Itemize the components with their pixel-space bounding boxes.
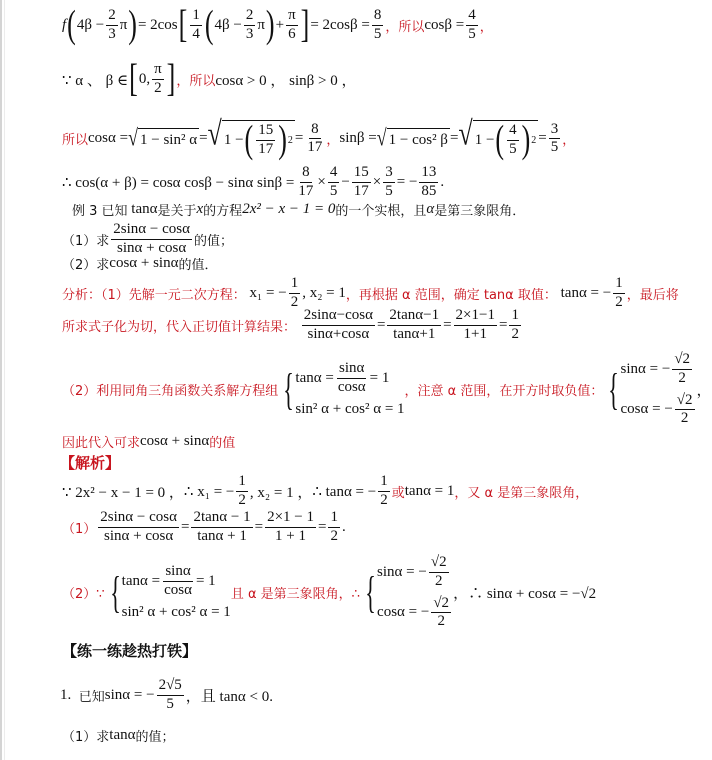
numerator: 8	[309, 122, 321, 140]
text: 1 −	[474, 131, 495, 148]
tail: ，且 tanα < 0.	[185, 688, 273, 705]
text: sinα = −	[620, 360, 671, 377]
equation-line-1	[62, 2, 493, 47]
equation-line-3	[62, 114, 576, 162]
denominator: 2	[680, 410, 689, 427]
system-row: sin² α + cos² α = 1	[121, 604, 231, 621]
therefore: ∴ x₁ = −	[183, 483, 235, 500]
practice-heading	[62, 640, 197, 661]
solution-heading	[60, 452, 120, 473]
denominator: 17	[298, 182, 314, 199]
therefore: ∴ tanα = −	[312, 483, 377, 500]
equation: 2x² − x − 1 = 0	[242, 201, 336, 217]
x2: , x₂ = 1	[302, 284, 346, 301]
fraction	[265, 510, 316, 545]
paren-open: (	[204, 2, 214, 47]
analysis-line-4	[62, 432, 235, 451]
fraction	[429, 555, 449, 590]
text: 的一个实根，且	[335, 204, 427, 219]
denominator: 2	[380, 491, 388, 508]
denominator: 5	[550, 139, 559, 156]
question-label: （1）求	[62, 233, 110, 249]
denominator: tanα + 1	[197, 527, 247, 544]
denominator: 6	[288, 25, 296, 42]
bracket-open: [	[178, 2, 188, 47]
sin-beta: sinβ =	[339, 130, 377, 147]
because: ∵ 2x² − x − 1 = 0 ，	[62, 484, 184, 501]
brace-icon: {	[608, 364, 620, 414]
tail: ，	[479, 19, 493, 35]
fraction	[454, 308, 497, 343]
numerator: 2	[106, 8, 118, 26]
fraction-half	[236, 474, 248, 509]
numerator: 2tanα − 1	[191, 510, 252, 528]
cos-beta: cosβ =	[424, 16, 465, 33]
var-alpha: α	[426, 201, 435, 217]
practice-question-1-part-1	[62, 726, 174, 745]
question-1	[62, 222, 233, 257]
x2: , x₂ = 1 ，	[249, 484, 313, 501]
fraction-3-5	[549, 122, 561, 157]
result: cosα > 0 ， sinβ > 0 ，	[215, 72, 357, 89]
page-left-border	[0, 0, 2, 760]
eq: = −	[396, 173, 418, 190]
numerator: 2	[244, 8, 256, 26]
fraction-4-5	[507, 123, 519, 158]
sqrt	[128, 125, 199, 152]
analysis-line-3	[62, 352, 712, 427]
equation-system	[122, 564, 231, 622]
numerator: 2×1 − 1	[265, 510, 316, 528]
question-label: （1）求	[62, 730, 110, 745]
cos-alpha: cosα =	[88, 130, 129, 147]
system-row	[621, 393, 697, 428]
numerator: 2tanα−1	[387, 308, 441, 326]
brace-icon: {	[109, 567, 121, 617]
interval-start: 0,	[138, 70, 151, 87]
numerator: 1	[509, 308, 521, 326]
denominator: sinα + cosα	[104, 527, 174, 544]
denominator: 5	[509, 140, 517, 157]
denominator: 1 + 1	[275, 527, 306, 544]
numerator: 2√5	[157, 678, 184, 696]
tail: 的值	[209, 436, 236, 451]
system-row	[621, 352, 697, 387]
expr: cosα + sinα	[140, 433, 210, 449]
example-prefix: 例 3 已知	[72, 204, 128, 219]
text: cosα = −	[620, 401, 673, 418]
equation-line-4	[62, 165, 444, 200]
fraction	[328, 165, 340, 200]
text: 的方程	[203, 204, 243, 219]
numerator: 1	[328, 510, 340, 528]
fraction	[431, 596, 451, 631]
radicand: 1 − sin² α	[138, 128, 199, 149]
tail: 的值；	[193, 233, 233, 249]
system-row	[295, 361, 404, 396]
fraction-8-17	[305, 122, 324, 157]
fraction	[98, 510, 179, 545]
fraction-4-5	[466, 8, 478, 43]
bracket-close: ]	[166, 56, 176, 101]
question-2	[62, 254, 217, 273]
label: （2）∵	[62, 587, 105, 602]
bracket-close: ]	[300, 2, 310, 47]
fraction-15-17	[256, 123, 275, 158]
equation-system	[295, 361, 404, 419]
denominator: 5	[385, 182, 393, 199]
question-number: 1.	[60, 686, 72, 703]
fraction-pi-6	[286, 8, 298, 43]
denominator: 2	[434, 572, 443, 589]
text: sinα = −	[377, 563, 427, 580]
arg: 4β −	[214, 16, 242, 33]
system-row	[122, 564, 231, 599]
numerator: √2	[675, 393, 695, 411]
numerator: 8	[300, 165, 312, 183]
tail: ，又 α 是第三象限角，	[454, 485, 589, 501]
paren-close: )	[278, 117, 287, 162]
fraction	[509, 308, 521, 343]
fraction	[387, 308, 441, 343]
fraction	[675, 393, 695, 428]
denominator: 2	[290, 293, 299, 310]
eq: =	[199, 130, 208, 147]
numerator: 2sinα − cosα	[98, 510, 179, 528]
denominator: 17	[258, 140, 274, 157]
radical-icon: √	[458, 114, 473, 153]
pi: π	[119, 16, 128, 33]
brace-icon: {	[283, 364, 295, 414]
radicand	[473, 117, 539, 162]
denominator: cosα	[164, 581, 192, 598]
denominator: 5	[329, 182, 338, 199]
numerator: sinα	[337, 361, 366, 379]
radicand: 1 − cos² β	[387, 128, 450, 149]
sin: sinα = −	[104, 686, 155, 703]
eq: =	[538, 130, 547, 147]
exponent: 2	[531, 134, 537, 146]
question-label: （2）求	[62, 258, 110, 273]
times: ×	[317, 173, 326, 190]
brace-icon: {	[365, 567, 376, 617]
numerator: π	[286, 8, 298, 26]
text: ，注意 α 范围，在开方时取负值：	[404, 384, 604, 399]
tail: 的值；	[135, 730, 175, 745]
fraction	[157, 678, 184, 713]
analysis-label: 所求式子化为切，代入正切值计算结果：	[62, 319, 297, 335]
solution-line-2: （1） $\frac{2\sin\alpha - \cos\alpha}{\sin\alpha + \cos\alpha}$ = $\frac{2\tan\alpha - 1}{\tan\alpha + 1}$ = $\frac{2\times 1 - 1}{1 + 1}$ = $\frac{1}{2}$ .	[62, 509, 346, 544]
numerator: π	[152, 62, 164, 80]
sqrt	[458, 114, 538, 162]
tan-alpha: tanα	[131, 201, 158, 217]
practice-question-1	[60, 678, 273, 713]
denominator: 5	[468, 25, 476, 42]
numerator: √2	[431, 596, 451, 614]
text: cosα = −	[377, 604, 430, 621]
solution-heading-text: 【解析】	[60, 454, 121, 472]
fraction	[336, 361, 368, 396]
analysis-label: 因此代入可求	[62, 436, 141, 451]
numerator: 2sinα − cosα	[111, 222, 192, 240]
denominator: 85	[421, 182, 437, 199]
separator: ，	[326, 133, 340, 149]
numerator: 4	[507, 123, 519, 141]
sqrt	[207, 114, 295, 162]
result-system	[621, 352, 697, 427]
radical-icon: √	[376, 125, 387, 152]
or: 或	[391, 485, 405, 501]
numerator: 4	[466, 8, 478, 26]
denominator: sinα + cosα	[117, 239, 187, 256]
tail: ，∴ sinα + cosα = −√2	[453, 586, 597, 602]
numerator: 13	[419, 165, 438, 183]
numerator: 1	[236, 474, 248, 492]
label: （1）	[62, 521, 97, 537]
text: ，再根据 α 范围，确定 tanα 取值：	[345, 287, 557, 303]
tan: tanα = −	[560, 284, 612, 301]
numerator: 15	[256, 123, 275, 141]
eq: =	[294, 130, 304, 147]
numerator: √2	[429, 555, 449, 573]
tail: .	[341, 518, 346, 535]
denominator: 2	[678, 369, 686, 386]
tail: ，	[562, 133, 576, 149]
eq: =	[449, 130, 459, 147]
numerator: 1	[289, 276, 301, 294]
text: 是第三象限角．	[434, 204, 526, 219]
conclusion-label: ，所以	[385, 19, 425, 35]
numerator: √2	[672, 352, 692, 370]
expr: tanα	[109, 727, 136, 743]
numerator: sinα	[163, 564, 192, 582]
minus: −	[341, 173, 350, 190]
system-row: sin² α + cos² α = 1	[295, 401, 405, 418]
fraction-pi-2	[152, 62, 164, 97]
denominator: 2	[154, 79, 162, 96]
bracket-open: [	[129, 56, 138, 101]
numerator: 2×1−1	[454, 308, 497, 326]
page-left-border-inner	[4, 0, 5, 760]
arg: 4β −	[76, 16, 105, 33]
numerator: 4	[328, 165, 340, 183]
analysis-label: 分析：（1）先解一元二次方程：	[62, 287, 246, 303]
eq: = 2cosβ =	[310, 16, 370, 33]
tail: 的值．	[178, 258, 218, 273]
text: tanα =	[295, 369, 334, 386]
denominator: 5	[166, 695, 174, 712]
numerator: 3	[549, 122, 561, 140]
pi: π	[257, 16, 265, 33]
numerator: 2sinα−cosα	[302, 308, 375, 326]
sqrt	[376, 125, 450, 152]
fraction	[383, 165, 395, 200]
radical-icon: √	[207, 114, 222, 153]
text: tanα =	[121, 572, 161, 589]
expr: cosα + sinα	[109, 255, 179, 271]
equation-line-2	[62, 56, 357, 101]
text: = 1	[195, 572, 216, 589]
fraction	[419, 165, 438, 200]
denominator: 3	[108, 25, 116, 42]
denominator: cosα	[337, 378, 366, 395]
fraction	[672, 352, 692, 387]
denominator: 17	[307, 139, 323, 156]
solution-line-3	[62, 555, 596, 630]
system-row	[377, 596, 453, 631]
denominator: tanα+1	[393, 325, 436, 342]
fraction-8-5	[372, 8, 384, 43]
fraction	[111, 222, 192, 257]
fraction	[162, 564, 194, 599]
fraction-2-3	[106, 8, 118, 43]
radical-icon: √	[128, 125, 138, 152]
denominator: 2	[437, 613, 445, 630]
paren-close: )	[128, 2, 137, 47]
times: ×	[372, 173, 382, 190]
fraction-half	[613, 276, 625, 311]
fraction-1-4	[190, 8, 202, 43]
x1: x₁ = −	[249, 284, 287, 301]
numerator: 1	[613, 276, 625, 294]
denominator: 2	[330, 527, 338, 544]
text: 1 −	[223, 131, 244, 148]
numerator: 15	[352, 165, 371, 183]
text: 是关于	[157, 204, 197, 219]
plus: +	[275, 16, 285, 33]
analysis-label: （2）利用同角三角函数关系解方程组	[62, 384, 279, 399]
denominator: 5	[373, 25, 382, 42]
text: = 1	[369, 369, 390, 386]
numerator: 1	[378, 474, 390, 492]
result-system	[377, 555, 453, 630]
exponent: 2	[287, 134, 293, 146]
radicand	[222, 117, 295, 162]
tan: tanα = 1	[404, 482, 455, 499]
paren-open: (	[495, 117, 505, 162]
analysis-line-1	[62, 276, 679, 311]
fraction-2-3	[244, 8, 256, 43]
because: ∵ α 、 β ∈	[62, 72, 129, 89]
paren-open: (	[244, 117, 254, 162]
conclusion-label: 所以	[62, 133, 89, 149]
text: 且 α 是第三象限角，∴	[230, 587, 360, 602]
paren-open: (	[67, 2, 76, 47]
system-row	[377, 555, 453, 590]
fraction-half	[289, 276, 301, 311]
fraction-half	[378, 474, 390, 509]
analysis-line-2: 所求式子化为切，代入正切值计算结果： $\frac{2\sin\alpha-\cos\alpha}{\sin\alpha+\cos\alpha}$ = $\frac{2\tan\alpha-1}{\tan\alpha+1}$ = $\frac{2\times 1-1}{1+1}$ = $\frac{1}{2}$	[62, 307, 519, 342]
denominator: 17	[353, 182, 369, 199]
denominator: sinα+cosα	[307, 325, 370, 342]
text: 已知	[78, 689, 105, 705]
func-f: f	[62, 16, 67, 33]
eq: = 2cos	[137, 16, 178, 33]
denominator: 4	[192, 25, 200, 42]
fraction	[191, 510, 252, 545]
denominator: 2	[511, 325, 519, 342]
fraction	[328, 510, 340, 545]
denominator: 1+1	[463, 325, 487, 342]
denominator: 2	[238, 491, 246, 508]
var-x: x	[196, 201, 204, 217]
numerator: 1	[190, 8, 202, 26]
paren-close: )	[521, 117, 531, 162]
therefore-expr: ∴ cos(α + β) = cosα cosβ − sinα sinβ =	[62, 174, 295, 191]
conclusion-label: ，所以	[176, 73, 216, 89]
numerator: 3	[383, 165, 395, 183]
paren-close: )	[265, 2, 275, 47]
tail: ，最后将	[626, 287, 679, 303]
denominator: 2	[615, 293, 623, 310]
denominator: 3	[245, 25, 254, 42]
solution-line-1	[62, 474, 588, 509]
practice-heading-text: 【练一练趁热打铁】	[62, 642, 198, 660]
tail: ，	[696, 383, 712, 399]
fraction	[296, 165, 315, 200]
example-3-statement	[72, 200, 525, 219]
tail: .	[440, 173, 445, 190]
fraction	[352, 165, 371, 200]
numerator: 8	[372, 8, 384, 26]
fraction	[302, 308, 375, 343]
